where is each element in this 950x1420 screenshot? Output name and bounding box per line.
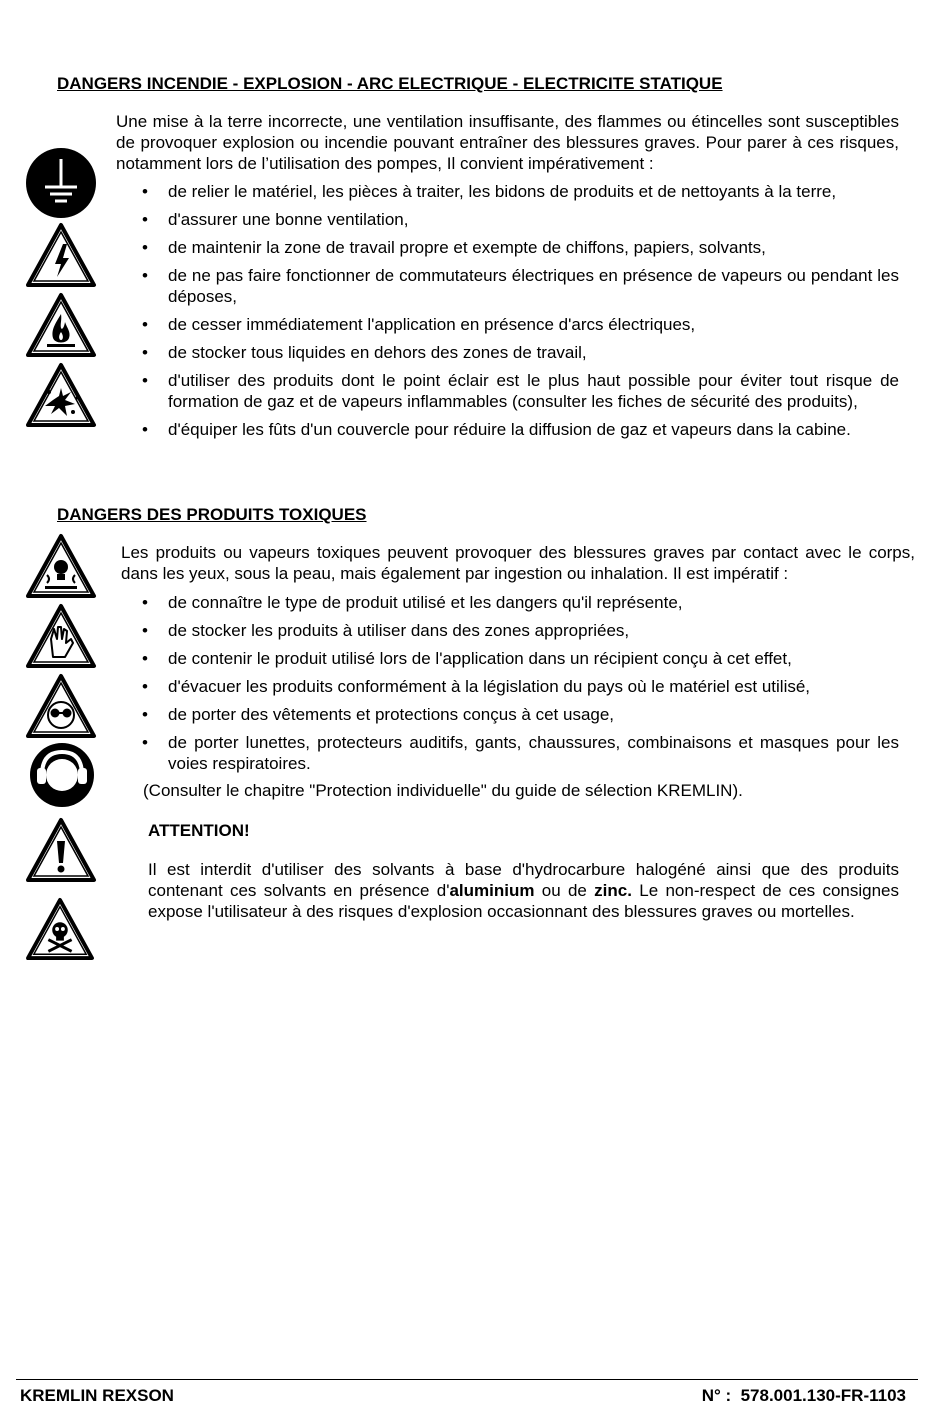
bullet-list-toxic: [142, 592, 899, 774]
list-item: • d'utiliser des produits dont le point éclair est le plus haut possible pour éviter tout risque de formation de gaz et de vapeurs inflammables (consulter les fiches de sécurité des produits),: [142, 370, 899, 412]
explosion-icon: [25, 362, 97, 428]
electric-hazard-icon: [25, 222, 97, 288]
attention-text: Il est interdit d'utiliser des solvants à base d'hydrocarbure halogéné ainsi que des produits contenant ces solvants en présence d'aluminium ou de zinc. Le non-respect de ces consignes expose l'utilisateur à des risques d'explosion occasionnant des blessures graves ou mortelles.: [148, 860, 899, 921]
section-title-fire: DANGERS INCENDIE - EXPLOSION - ARC ELECTRIQUE - ELECTRICITE STATIQUE: [57, 74, 723, 93]
list-item: • de stocker tous liquides en dehors des zones de travail,: [142, 342, 899, 363]
list-item: • de cesser immédiatement l'application en présence d'arcs électriques,: [142, 314, 899, 335]
section-intro-fire: Une mise à la terre incorrecte, une ventilation insuffisante, des flammes ou étincelles sont susceptibles de provoquer explosion ou incendie pouvant entraîner des blessures graves. Pour parer à ces risques, notamment lors de l’utilisation des pompes, Il convient impérativement :: [116, 112, 899, 173]
gloves-icon: [25, 603, 97, 669]
flammable-icon: [25, 292, 97, 358]
attention-title: ATTENTION!: [148, 821, 250, 840]
list-item: • de maintenir la zone de travail propre et exempte de chiffons, papiers, solvants,: [142, 237, 899, 258]
toxic-skull-icon: [25, 897, 95, 961]
bold-zinc: zinc.: [594, 881, 632, 900]
list-item: • d'assurer une bonne ventilation,: [142, 209, 899, 230]
selection-guide-note: (Consulter le chapitre "Protection individuelle" du guide de sélection KREMLIN).: [143, 781, 743, 800]
goggles-icon: [25, 673, 97, 739]
list-item: • de stocker les produits à utiliser dans des zones appropriées,: [142, 620, 899, 641]
footer-company: KREMLIN REXSON: [20, 1386, 174, 1405]
list-item: • de porter lunettes, protecteurs auditifs, gants, chaussures, combinaisons et masques pour les voies respiratoires.: [142, 732, 899, 774]
list-item: • de relier le matériel, les pièces à traiter, les bidons de produits et de nettoyants à la terre,: [142, 181, 899, 202]
footer-doc-number: N° : 578.001.130-FR-1103: [701, 1386, 906, 1405]
bold-aluminium: aluminium: [449, 881, 535, 900]
list-item: • de contenir le produit utilisé lors de l'application dans un récipient conçu à cet effet,: [142, 648, 899, 669]
ground-icon: [25, 147, 97, 219]
footer-divider: [16, 1379, 918, 1380]
warning-icon: [25, 817, 97, 883]
list-item: • de connaître le type de produit utilisé et les dangers qu'il représente,: [142, 592, 899, 613]
bullet-list-fire: [142, 181, 899, 440]
section-intro-toxic: Les produits ou vapeurs toxiques peuvent provoquer des blessures graves par contact avec le corps, dans les yeux, sous la peau, mais également par ingestion ou inhalation. Il est impératif :: [121, 543, 915, 583]
list-item: • d'équiper les fûts d'un couvercle pour réduire la diffusion de gaz et vapeurs dans la cabine.: [142, 419, 899, 440]
toxic-vapor-icon: [25, 533, 97, 599]
list-item: • de porter des vêtements et protections conçus à cet usage,: [142, 704, 899, 725]
hearing-protection-icon: [27, 742, 97, 808]
list-item: • d'évacuer les produits conformément à la législation du pays où le matériel est utilisé,: [142, 676, 899, 697]
list-item: • de ne pas faire fonctionner de commutateurs électriques en présence de vapeurs ou pendant les déposes,: [142, 265, 899, 307]
section-title-toxic: DANGERS DES PRODUITS TOXIQUES: [57, 505, 367, 524]
